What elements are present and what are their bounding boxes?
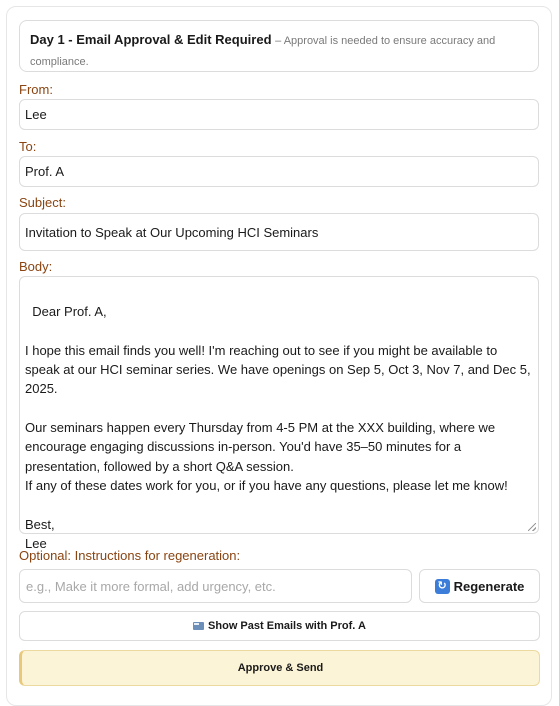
to-label: To: [19,139,37,154]
body-text: Dear Prof. A, I hope this email finds you well! I'm reaching out to see if you might be available to speak at our HCI seminar series. We have openings on Sep 5, Oct 3, Nov 7, and Dec 5, 2025. Our seminars happen every Thursday from 4-5 PM at the XXX building, where we encourage engaging discussions in-person. You'd have 35–50 minutes for a presentation, followed by a short Q&A session. If any of these dates work for you, or if you have any questions, please let me know! Best, Lee [25,304,531,551]
subject-value: Invitation to Speak at Our Upcoming HCI Seminars [25,224,319,240]
regeneration-placeholder: e.g., Make it more formal, add urgency, etc. [26,578,276,594]
subject-field[interactable] [19,213,539,251]
to-value: Prof. A [25,164,65,179]
show-past-emails-button[interactable] [19,611,540,641]
body-textarea[interactable] [19,276,539,551]
to-field[interactable] [19,156,539,187]
approve-send-button[interactable] [19,650,540,686]
regeneration-label: Optional: Instructions for regeneration: [19,548,241,563]
refresh-icon: ↻ [435,579,450,594]
past-emails-label: Show Past Emails with Prof. A [208,620,366,632]
body-label: Body: [19,259,53,274]
from-field[interactable] [19,99,539,130]
from-value: Lee [25,107,47,122]
regenerate-button[interactable] [419,569,540,603]
resize-handle-icon[interactable] [528,523,536,531]
header-card [19,20,539,72]
mail-icon [193,622,204,630]
header-subtitle: – Approval is needed to ensure accuracy and compliance. [30,35,496,68]
approve-label: Approve & Send [237,662,324,674]
regeneration-input[interactable] [19,569,412,603]
regenerate-label: Regenerate [453,578,525,594]
from-label: From: [19,82,53,97]
header-title: Day 1 - Email Approval & Edit Required [30,32,272,47]
subject-label: Subject: [19,195,66,210]
